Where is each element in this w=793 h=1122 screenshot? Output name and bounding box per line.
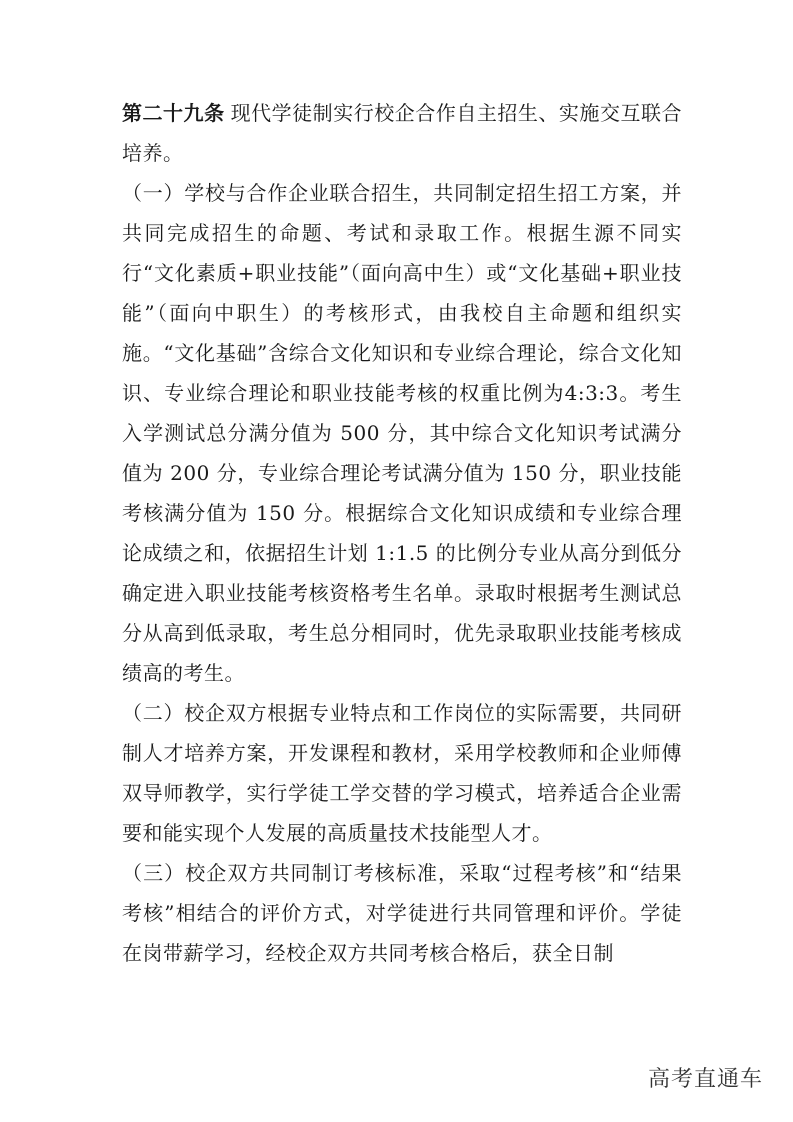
paragraph-1: （一）学校与合作企业联合招生，共同制定招生招工方案，并共同完成招生的命题、考试和录取工作。根据生源不同实行“文化素质+职业技能”（面向高中生）或“文化基础+职业技能”（面向中职生）的考核形式，由我校自主命题和组织实施。“文化基础”含综合文化知识和专业综合理论，综合文化知识、专业综合理论和职业技能考核的权重比例为4:3:3。考生入学测试总分满分值为 500 分，其中综合文化知识考试满分值为 200 分，专业综合理论考试满分值为 150 分，职业技能考核满分值为 150 分。根据综合文化知识成绩和专业综合理论成绩之和，依据招生计划 1:1.5 的比例分专业从高分到低分确定进入职业技能考核资格考生名单。录取时根据考生测试总分从高到低录取，考生总分相同时，优先录取职业技能考核成绩高的考生。 [122, 181, 682, 685]
article-heading: 第二十九条 [122, 101, 225, 125]
article-paragraph [122, 93, 682, 173]
paragraph-2: （二）校企双方根据专业特点和工作岗位的实际需要，共同研制人才培养方案，开发课程和教材，采用学校教师和企业师傅双导师教学，实行学徒工学交替的学习模式，培养适合企业需要和能实现个人发展的高质量技术技能型人才。 [122, 701, 682, 845]
document-body [122, 93, 682, 973]
paragraph-3: （三）校企双方共同制订考核标准，采取“过程考核”和“结果考核”相结合的评价方式，对学徒进行共同管理和评价。学徒在岗带薪学习，经校企双方共同考核合格后，获全日制 [122, 861, 682, 965]
watermark-text: 高考直通车 [647, 1067, 763, 1092]
article-intro: 现代学徒制实行校企合作自主招生、实施交互联合培养。 [122, 101, 683, 165]
